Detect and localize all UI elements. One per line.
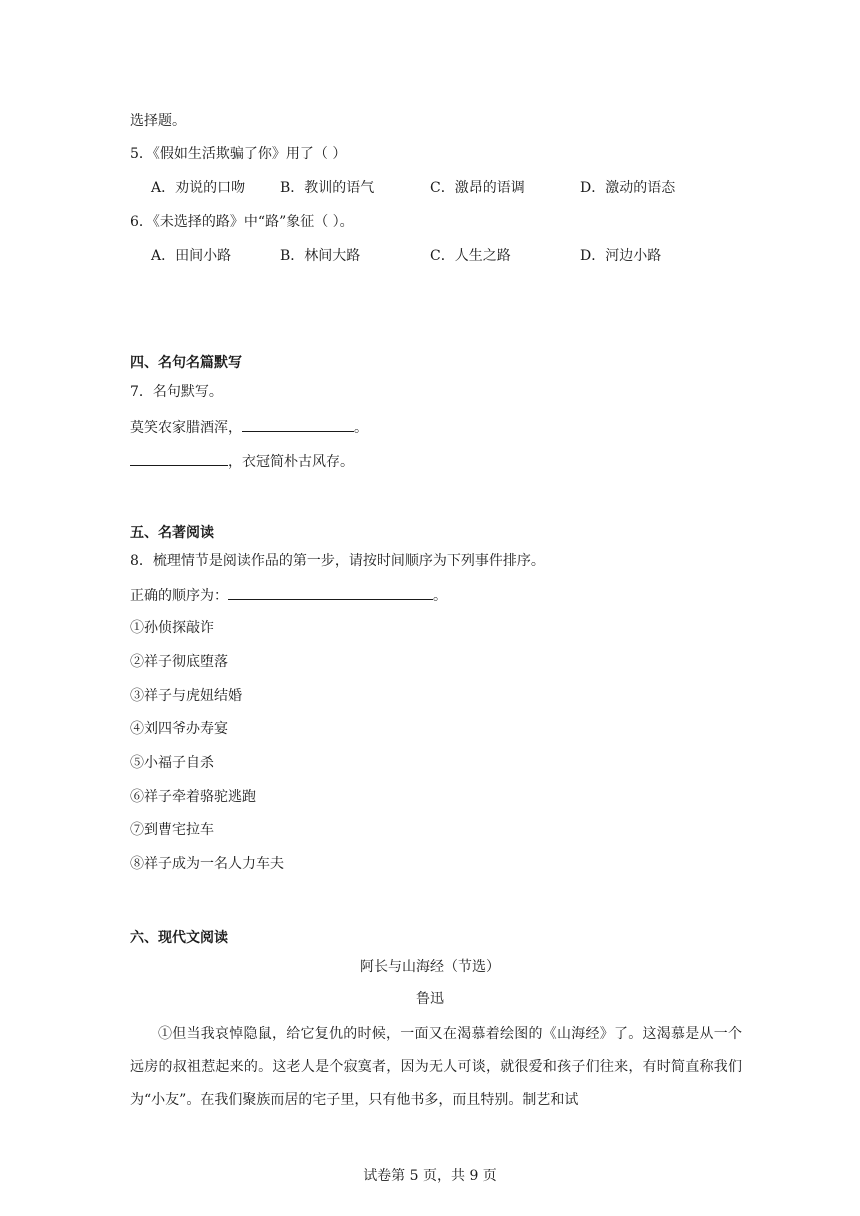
list-item: ①孙侦探敲诈 [130, 620, 214, 636]
option-b: B．林间大路 [280, 248, 361, 264]
list-item: ⑤小福子自杀 [130, 755, 214, 771]
answer-blank[interactable] [228, 585, 433, 600]
poem-line-2 [130, 451, 354, 472]
option-d: D．激动的语态 [580, 180, 676, 196]
list-item: ②祥子彻底堕落 [130, 654, 228, 670]
question-5-stem: 5．《假如生活欺骗了你》用了（ ） [130, 146, 347, 162]
poem-line-1 [130, 417, 368, 438]
question-8-stem: 8．梳理情节是阅读作品的第一步，请按时间顺序为下列事件排序。 [130, 553, 545, 569]
answer-label: 正确的顺序为： [130, 588, 228, 604]
page-footer: 试卷第 5 页，共 9 页 [363, 1168, 497, 1184]
option-c: C．激昂的语调 [430, 180, 525, 196]
article-paragraph: ①但当我哀悼隐鼠，给它复仇的时候，一面又在渴慕着绘图的《山海经》了。这渴慕是从一个远房的叔祖惹起来的。这老人是个寂寞者，因为无人可谈，就很爱和孩子们往来，有时简直称我们为“小友”。在我们聚族而居的宅子里，只有他书多，而且特别。制艺和试 [130, 1026, 742, 1108]
option-a: A．田间小路 [151, 248, 232, 264]
option-d: D．河边小路 [580, 248, 662, 264]
article-title: 阿长与山海经（节选） [360, 959, 500, 975]
option-b: B．教训的语气 [280, 180, 375, 196]
section-heading: 五、名著阅读 [130, 525, 214, 541]
list-item: ⑦到曹宅拉车 [130, 822, 214, 838]
answer-punct: 。 [433, 588, 447, 604]
list-item: ⑧祥子成为一名人力车夫 [130, 856, 284, 872]
answer-line [130, 585, 447, 606]
poem-text: ，衣冠简朴古风存。 [228, 454, 354, 470]
answer-blank[interactable] [130, 451, 228, 466]
article-author: 鲁迅 [416, 991, 444, 1007]
list-item: ③祥子与虎妞结婚 [130, 688, 242, 704]
section-heading: 六、现代文阅读 [130, 930, 228, 946]
list-item: ④刘四爷办寿宴 [130, 721, 228, 737]
section-heading: 四、名句名篇默写 [130, 355, 242, 371]
poem-text: 莫笑农家腊酒浑， [130, 420, 242, 436]
option-c: C．人生之路 [430, 248, 511, 264]
option-a: A．劝说的口吻 [151, 180, 246, 196]
question-7-stem: 7．名句默写。 [130, 384, 223, 400]
question-6-stem: 6．《未选择的路》中“路”象征（ ）。 [130, 214, 354, 230]
poem-punct: 。 [354, 420, 368, 436]
answer-blank[interactable] [242, 417, 354, 432]
list-item: ⑥祥子牵着骆驼逃跑 [130, 789, 256, 805]
instruction-text: 选择题。 [130, 113, 186, 129]
